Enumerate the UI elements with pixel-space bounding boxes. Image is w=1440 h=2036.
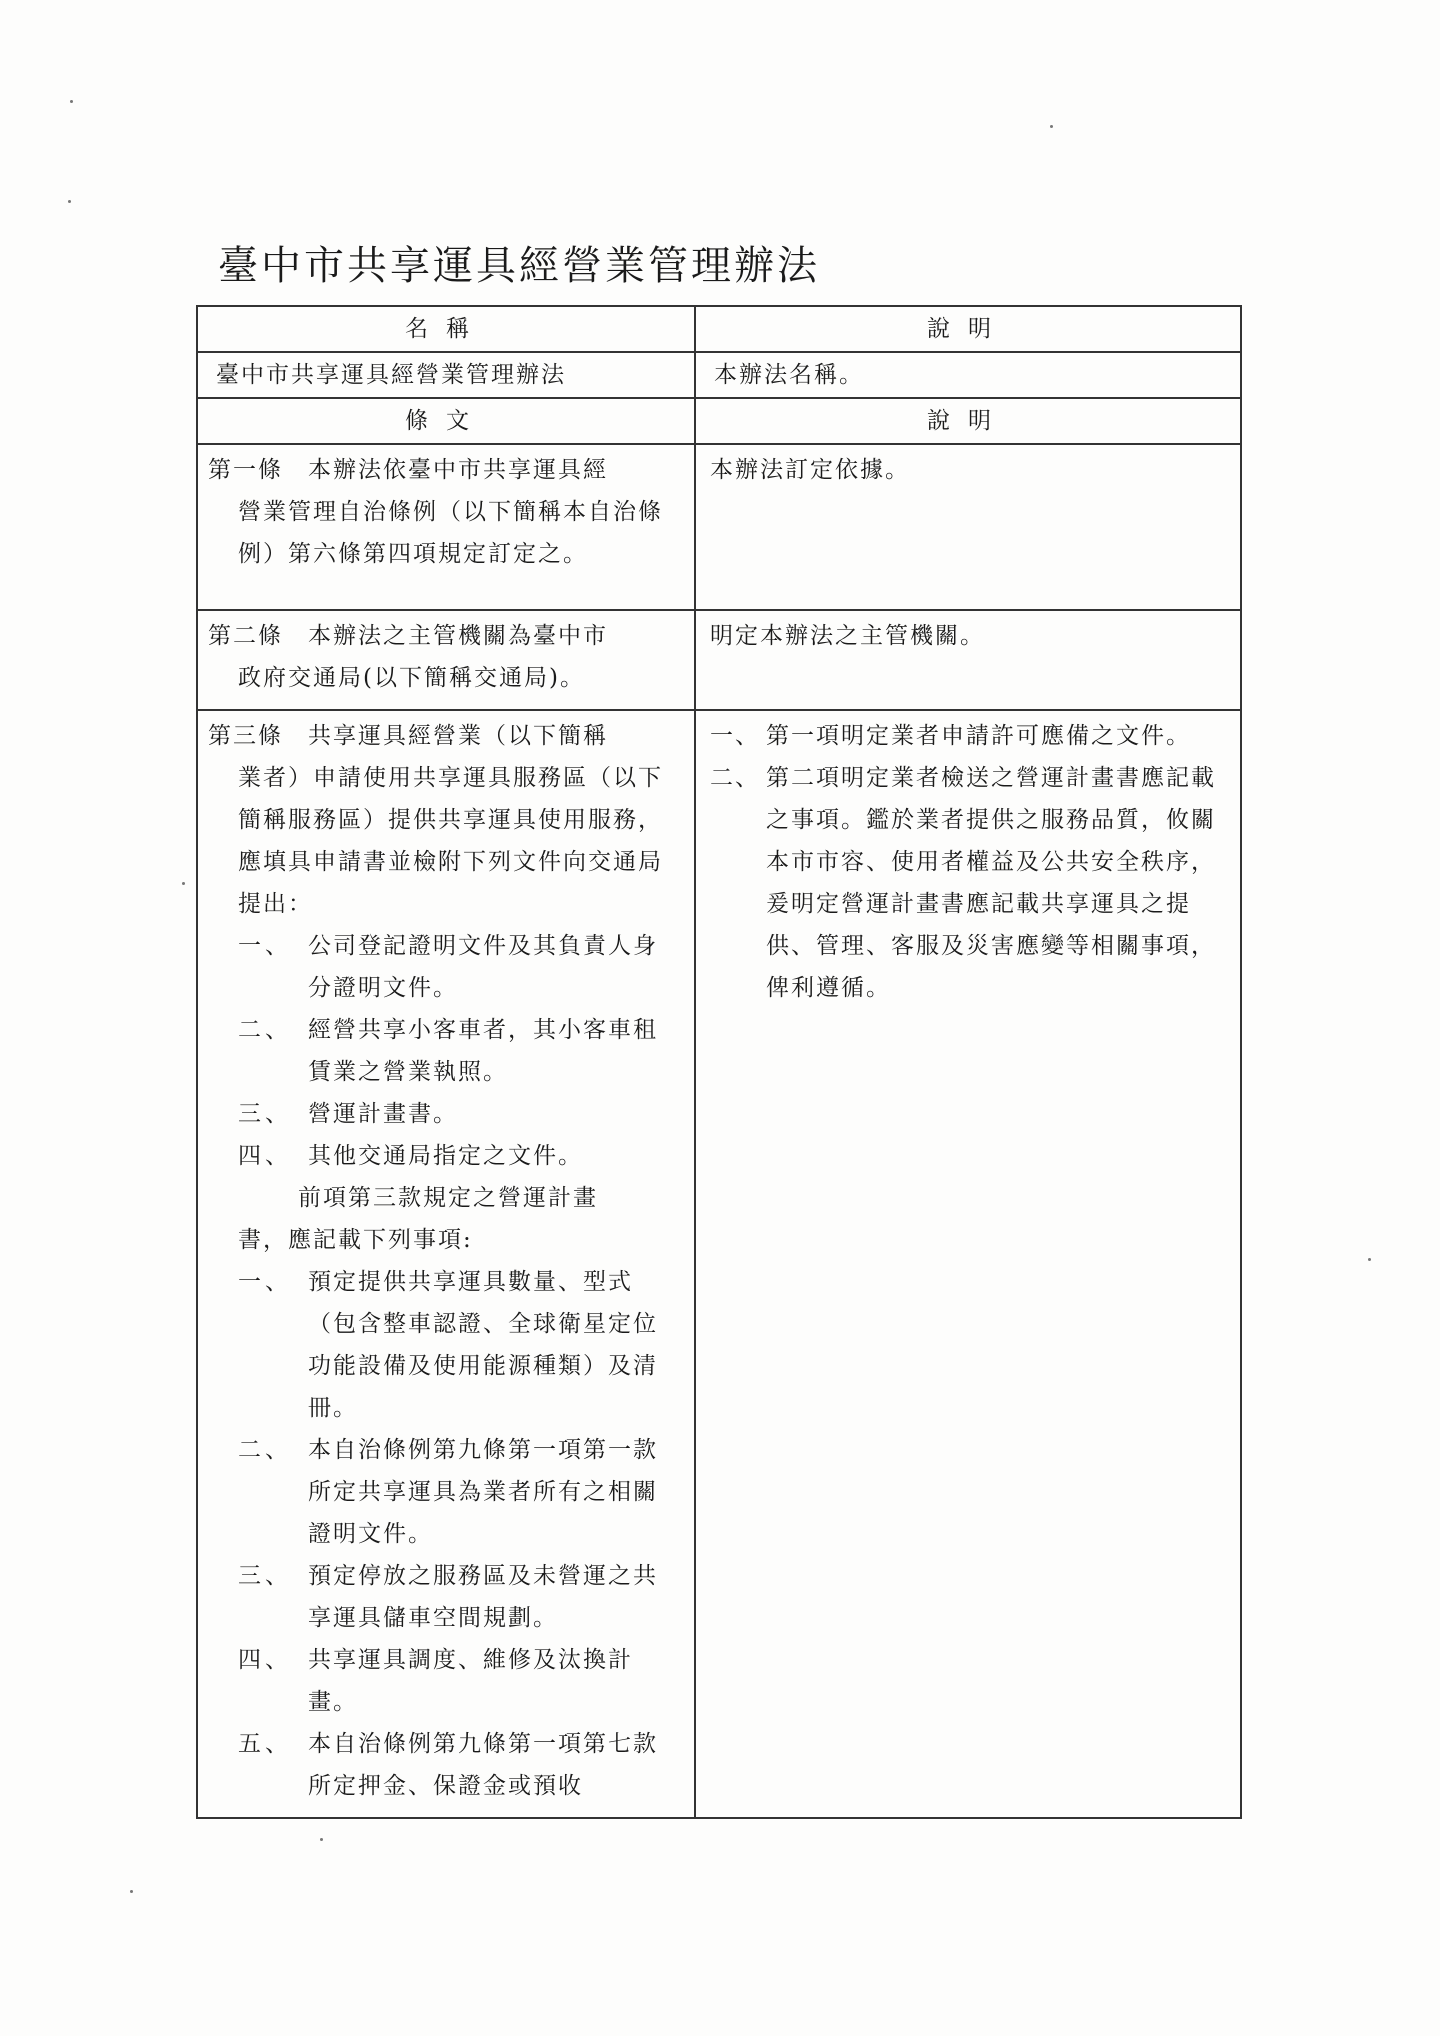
item-text: 營運計畫書。 — [308, 1101, 458, 1127]
article-continuation: 業者）申請使用共享運具服務區（以下簡稱服務區）提供共享運具使用服務，應填具申請書並檢附下列文件向交通局提出： — [238, 765, 663, 917]
article-row — [197, 710, 1241, 1818]
explanation-text: 第二項明定業者檢送之營運計畫書應記載之事項。鑑於業者提供之服務品質，攸關本市市容、使用者權益及公共安全秩序，爰明定營運計畫書應記載共享運具之提供、管理、客服及災害應變等相關事項，俾利遵循。 — [766, 765, 1216, 1001]
regulation-name-explanation: 本辦法名稱。 — [695, 352, 1241, 398]
item-marker: 四、 — [238, 1143, 292, 1169]
item-marker: 二、 — [238, 1437, 292, 1463]
name-row — [197, 352, 1241, 398]
header-article-explanation-cell: 說明 — [695, 398, 1241, 444]
list-item — [208, 1723, 680, 1807]
scan-speck — [130, 1890, 133, 1893]
scan-speck — [320, 1838, 323, 1841]
article-text-cell — [197, 444, 695, 610]
item-text: 本自治條例第九條第一項第一款所定共享運具為業者所有之相關證明文件。 — [308, 1437, 658, 1547]
scan-speck — [1368, 1258, 1371, 1261]
list-item — [208, 1135, 680, 1177]
list-item — [208, 1429, 680, 1555]
article-heading: 第三條 共享運具經營業（以下簡稱 — [208, 723, 608, 749]
item-marker: 一、 — [238, 1269, 292, 1295]
explanation-marker: 一、 — [710, 723, 760, 749]
explanation-item — [710, 715, 1230, 757]
article-row — [197, 444, 1241, 610]
header-article-cell: 條文 — [197, 398, 695, 444]
list-item — [208, 1261, 680, 1429]
explanation-text: 第一項明定業者申請許可應備之文件。 — [766, 723, 1191, 749]
paragraph-lead: 前項第三款規定之營運計畫 — [298, 1185, 598, 1211]
article-text-cell — [197, 710, 695, 1818]
item-marker: 三、 — [238, 1563, 292, 1589]
item-marker: 四、 — [238, 1647, 292, 1673]
explanation-item — [710, 757, 1230, 1009]
scan-speck — [1050, 125, 1053, 128]
item-text: 共享運具調度、維修及汰換計畫。 — [308, 1647, 633, 1715]
paragraph-continuation: 書，應記載下列事項: — [238, 1227, 473, 1253]
item-marker: 五、 — [238, 1731, 292, 1757]
article-heading: 第一條 本辦法依臺中市共享運具經 — [208, 457, 608, 483]
scan-speck — [70, 100, 73, 103]
item-marker: 三、 — [238, 1101, 292, 1127]
item-text: 本自治條例第九條第一項第七款所定押金、保證金或預收 — [308, 1731, 658, 1799]
item-text: 預定提供共享運具數量、型式（包含整車認證、全球衛星定位功能設備及使用能源種類）及清冊。 — [308, 1269, 658, 1421]
article-explanation-cell — [695, 610, 1241, 710]
list-item — [208, 925, 680, 1009]
article-continuation: 營業管理自治條例（以下簡稱本自治條例）第六條第四項規定訂定之。 — [238, 499, 663, 567]
article-continuation: 政府交通局(以下簡稱交通局)。 — [238, 665, 585, 691]
item-marker: 一、 — [238, 933, 292, 959]
document-title: 臺中市共享運具經營業管理辦法 — [218, 243, 820, 289]
list-item — [208, 1555, 680, 1639]
item-marker: 二、 — [238, 1017, 292, 1043]
header-name-cell: 名稱 — [197, 306, 695, 352]
item-text: 其他交通局指定之文件。 — [308, 1143, 583, 1169]
item-text: 經營共享小客車者，其小客車租賃業之營業執照。 — [308, 1017, 658, 1085]
header-explanation-cell: 說明 — [695, 306, 1241, 352]
list-item — [208, 1009, 680, 1093]
regulation-name-cell: 臺中市共享運具經營業管理辦法 — [197, 352, 695, 398]
item-text: 預定停放之服務區及未營運之共享運具儲車空間規劃。 — [308, 1563, 658, 1631]
scan-speck — [182, 882, 185, 885]
article-text-cell — [197, 610, 695, 710]
scan-speck — [68, 200, 71, 203]
explanation-marker: 二、 — [710, 765, 760, 791]
header-row-name — [197, 306, 1241, 352]
article-row — [197, 610, 1241, 710]
article-heading: 第二條 本辦法之主管機關為臺中市 — [208, 623, 608, 649]
item-text: 公司登記證明文件及其負責人身分證明文件。 — [308, 933, 658, 1001]
article-explanation-cell — [695, 710, 1241, 1818]
regulation-table — [196, 305, 1242, 1819]
list-item — [208, 1093, 680, 1135]
article-explanation-cell — [695, 444, 1241, 610]
list-item — [208, 1639, 680, 1723]
article-explanation: 明定本辦法之主管機關。 — [710, 623, 985, 649]
article-explanation: 本辦法訂定依據。 — [710, 457, 910, 483]
header-row-articles — [197, 398, 1241, 444]
